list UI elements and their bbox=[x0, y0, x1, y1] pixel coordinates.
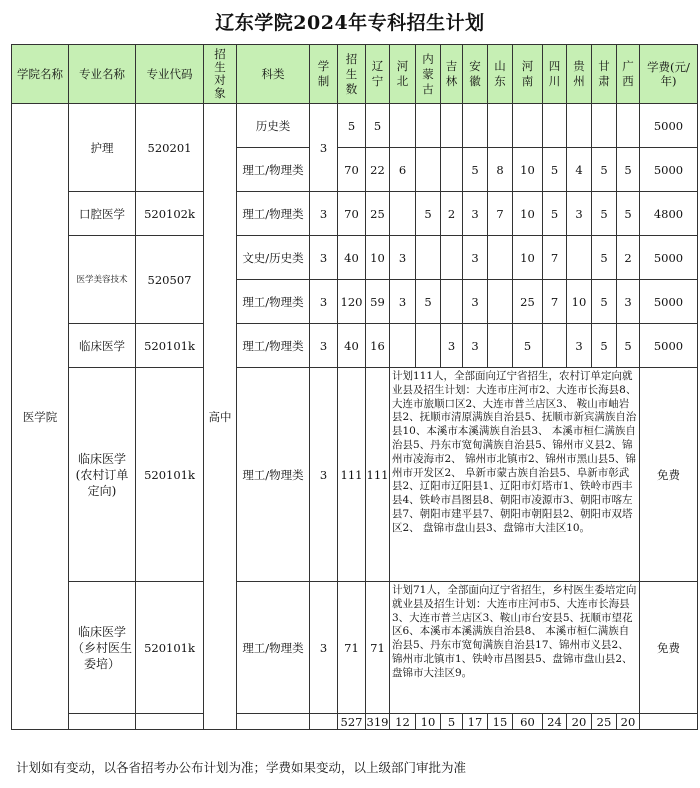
major-name: 护理 bbox=[69, 104, 136, 192]
plan-note: 计划111人，全部面向辽宁省招生，农村订单定向就业县及招生计划：大连市庄河市2、大连市长海县8、大连市旅顺口区2、大连市普兰店区3、 鞍山市岫岩县2、抚顺市清原满族自治县5、抚顺市新宾满族自治县10、本溪市本溪满族自治县3、 本溪市桓仁满族自治县5、丹东市宽甸满族自治县5、锦州市义县2、锦州市凌海市2、 锦州市北镇市2、锦州市黑山县5、锦州市开发区2、 阜新市蒙古族自治县5、阜新市彰武县2、辽阳市辽阳县1、辽阳市灯塔市1、铁岭市西丰县4、铁岭市昌图县8、朝阳市凌源市3、朝阳市喀左县7、朝阳市建平县7、朝阳市朝阳县2、朝阳市双塔区2、 盘锦市盘山县3、盘锦市大洼区10。 bbox=[390, 368, 640, 582]
header-province bbox=[513, 45, 543, 104]
total-cell: 60 bbox=[513, 714, 543, 730]
fee-cell: 5000 bbox=[640, 104, 698, 148]
duration-cell: 3 bbox=[310, 104, 338, 192]
province-cell bbox=[416, 324, 441, 368]
province-cell: 111 bbox=[366, 368, 390, 582]
major-name: 临床医学（乡村医生委培） bbox=[69, 582, 136, 714]
header-province bbox=[416, 45, 441, 104]
header-province bbox=[617, 45, 640, 104]
header-quota bbox=[338, 45, 366, 104]
quota-cell: 40 bbox=[338, 324, 366, 368]
province-cell: 10 bbox=[513, 192, 543, 236]
province-cell: 3 bbox=[567, 192, 592, 236]
table-row bbox=[12, 104, 698, 148]
major-name: 临床医学(农村订单定向) bbox=[69, 368, 136, 582]
province-cell: 3 bbox=[463, 192, 488, 236]
header-province bbox=[366, 45, 390, 104]
province-cell bbox=[441, 236, 463, 280]
province-cell: 5 bbox=[592, 324, 617, 368]
table-row bbox=[12, 324, 698, 368]
header-target bbox=[204, 45, 237, 104]
duration-cell: 3 bbox=[310, 368, 338, 582]
subject-cell: 理工/物理类 bbox=[237, 582, 310, 714]
province-cell: 5 bbox=[592, 280, 617, 324]
major-code: 520201 bbox=[136, 104, 204, 192]
header-duration bbox=[310, 45, 338, 104]
total-empty bbox=[237, 714, 310, 730]
province-cell: 5 bbox=[592, 236, 617, 280]
header-target-text: 招生对象 bbox=[214, 47, 226, 100]
province-cell: 3 bbox=[463, 280, 488, 324]
quota-cell: 70 bbox=[338, 148, 366, 192]
total-cell: 24 bbox=[543, 714, 567, 730]
subject-cell: 文史/历史类 bbox=[237, 236, 310, 280]
total-cell: 20 bbox=[617, 714, 640, 730]
province-cell bbox=[416, 104, 441, 148]
fee-cell: 免费 bbox=[640, 582, 698, 714]
province-cell: 5 bbox=[592, 192, 617, 236]
header-province-text: 河南 bbox=[521, 59, 534, 88]
fee-cell: 4800 bbox=[640, 192, 698, 236]
table-row bbox=[12, 192, 698, 236]
province-cell bbox=[567, 104, 592, 148]
header-province bbox=[463, 45, 488, 104]
header-province-text: 广西 bbox=[622, 59, 634, 88]
province-cell: 59 bbox=[366, 280, 390, 324]
province-cell: 5 bbox=[463, 148, 488, 192]
province-cell: 8 bbox=[488, 148, 513, 192]
major-name: 医学美容技术 bbox=[69, 236, 136, 324]
header-row bbox=[12, 45, 698, 104]
major-name: 临床医学 bbox=[69, 324, 136, 368]
total-cell: 12 bbox=[390, 714, 416, 730]
province-cell: 4 bbox=[567, 148, 592, 192]
total-cell: 20 bbox=[567, 714, 592, 730]
province-cell: 5 bbox=[592, 148, 617, 192]
province-cell: 6 bbox=[390, 148, 416, 192]
province-cell bbox=[513, 104, 543, 148]
header-fee: 学费(元/年) bbox=[640, 45, 698, 104]
province-cell bbox=[463, 104, 488, 148]
header-province-text: 辽宁 bbox=[371, 59, 384, 88]
plan-note: 计划71人，全部面向辽宁省招生，乡村医生委培定向就业县及招生计划：大连市庄河市5、大连市长海县3、大连市普兰店区3、鞍山市台安县5、抚顺市望花区6、本溪市本溪满族自治县8、 本溪市桓仁满族自治县5、丹东市宽甸满族自治县17、锦州市义县2、锦州市北镇市1、铁岭市昌图县5、盘锦市盘山县2、盘锦市大洼区9。 bbox=[390, 582, 640, 714]
total-cell: 10 bbox=[416, 714, 441, 730]
total-empty bbox=[69, 714, 136, 730]
province-cell bbox=[543, 324, 567, 368]
fee-cell: 5000 bbox=[640, 280, 698, 324]
table-row bbox=[12, 582, 698, 714]
province-cell: 7 bbox=[488, 192, 513, 236]
province-cell: 5 bbox=[416, 280, 441, 324]
province-cell: 5 bbox=[416, 192, 441, 236]
province-cell: 10 bbox=[513, 236, 543, 280]
major-name: 口腔医学 bbox=[69, 192, 136, 236]
province-cell: 7 bbox=[543, 280, 567, 324]
major-code: 520101k bbox=[136, 324, 204, 368]
subject-cell: 理工/物理类 bbox=[237, 324, 310, 368]
header-province bbox=[592, 45, 617, 104]
province-cell bbox=[416, 148, 441, 192]
header-province bbox=[543, 45, 567, 104]
province-cell bbox=[441, 104, 463, 148]
province-cell bbox=[488, 280, 513, 324]
province-cell bbox=[441, 280, 463, 324]
province-cell bbox=[543, 104, 567, 148]
province-cell: 25 bbox=[366, 192, 390, 236]
province-cell: 5 bbox=[617, 148, 640, 192]
quota-cell: 120 bbox=[338, 280, 366, 324]
header-province-text: 四川 bbox=[548, 59, 561, 88]
province-cell: 5 bbox=[617, 192, 640, 236]
total-empty bbox=[640, 714, 698, 730]
total-cell: 319 bbox=[366, 714, 389, 729]
major-code: 520101k bbox=[136, 582, 204, 714]
total-empty bbox=[310, 714, 338, 730]
province-cell: 10 bbox=[366, 236, 390, 280]
header-province-text: 山东 bbox=[494, 59, 506, 88]
fee-cell: 5000 bbox=[640, 148, 698, 192]
duration-cell: 3 bbox=[310, 582, 338, 714]
duration-cell: 3 bbox=[310, 324, 338, 368]
major-code: 520102k bbox=[136, 192, 204, 236]
header-province bbox=[441, 45, 463, 104]
province-cell: 10 bbox=[513, 148, 543, 192]
subject-cell: 理工/物理类 bbox=[237, 192, 310, 236]
province-cell: 25 bbox=[513, 280, 543, 324]
header-code: 专业代码 bbox=[136, 45, 204, 104]
duration-cell: 3 bbox=[310, 192, 338, 236]
header-province bbox=[390, 45, 416, 104]
total-cell: 5 bbox=[441, 714, 463, 730]
page-title: 辽东学院2024年专科招生计划 bbox=[215, 12, 485, 34]
province-cell: 3 bbox=[441, 324, 463, 368]
total-quota: 527 bbox=[338, 714, 366, 730]
header-province-text: 甘肃 bbox=[598, 59, 610, 88]
subject-cell: 理工/物理类 bbox=[237, 148, 310, 192]
total-cell: 17 bbox=[463, 714, 488, 730]
enrollment-table bbox=[11, 44, 698, 730]
province-cell bbox=[390, 324, 416, 368]
header-major: 专业名称 bbox=[69, 45, 136, 104]
header-province bbox=[488, 45, 513, 104]
major-code: 520101k bbox=[136, 368, 204, 582]
province-cell: 7 bbox=[543, 236, 567, 280]
duration-cell: 3 bbox=[310, 280, 338, 324]
footnote: 计划如有变动，以各省招考办公布计划为准；学费如果变动，以上级部门审批为准 bbox=[16, 760, 467, 775]
province-cell bbox=[567, 236, 592, 280]
header-province-text: 贵州 bbox=[573, 59, 585, 88]
province-cell bbox=[390, 104, 416, 148]
subject-cell: 理工/物理类 bbox=[237, 280, 310, 324]
header-province bbox=[567, 45, 592, 104]
province-cell: 3 bbox=[390, 236, 416, 280]
province-cell bbox=[416, 236, 441, 280]
quota-cell: 71 bbox=[338, 582, 366, 714]
province-cell bbox=[488, 324, 513, 368]
province-cell: 5 bbox=[366, 104, 390, 148]
province-cell bbox=[488, 236, 513, 280]
province-cell: 5 bbox=[543, 192, 567, 236]
target-cell: 高中 bbox=[204, 104, 237, 730]
province-cell: 3 bbox=[617, 280, 640, 324]
province-cell bbox=[592, 104, 617, 148]
quota-cell: 40 bbox=[338, 236, 366, 280]
totals-row bbox=[12, 714, 698, 730]
table-row bbox=[12, 368, 698, 582]
province-cell: 22 bbox=[366, 148, 390, 192]
province-cell bbox=[617, 104, 640, 148]
fee-cell: 5000 bbox=[640, 324, 698, 368]
header-college: 学院名称 bbox=[12, 45, 69, 104]
subject-cell: 理工/物理类 bbox=[237, 368, 310, 582]
total-empty bbox=[136, 714, 204, 730]
province-cell: 5 bbox=[543, 148, 567, 192]
header-province-text: 吉林 bbox=[445, 59, 458, 88]
province-cell bbox=[390, 192, 416, 236]
major-code: 520507 bbox=[136, 236, 204, 324]
header-province-text: 河北 bbox=[396, 59, 409, 88]
fee-cell: 5000 bbox=[640, 236, 698, 280]
province-cell: 3 bbox=[390, 280, 416, 324]
province-cell: 3 bbox=[463, 236, 488, 280]
province-cell: 16 bbox=[366, 324, 390, 368]
province-cell: 10 bbox=[567, 280, 592, 324]
total-cell: 15 bbox=[488, 714, 513, 730]
header-province-text: 安徽 bbox=[469, 59, 481, 88]
quota-cell: 70 bbox=[338, 192, 366, 236]
duration-cell: 3 bbox=[310, 236, 338, 280]
subject-cell: 历史类 bbox=[237, 104, 310, 148]
header-duration-text: 学制 bbox=[317, 59, 330, 88]
province-cell: 5 bbox=[513, 324, 543, 368]
province-cell: 3 bbox=[567, 324, 592, 368]
header-quota-text: 招生数 bbox=[345, 51, 358, 96]
province-cell: 71 bbox=[366, 582, 390, 714]
province-cell bbox=[441, 148, 463, 192]
total-cell: 25 bbox=[592, 714, 617, 730]
province-cell bbox=[488, 104, 513, 148]
province-cell: 3 bbox=[463, 324, 488, 368]
fee-cell: 免费 bbox=[640, 368, 698, 582]
province-cell: 2 bbox=[617, 236, 640, 280]
quota-cell: 111 bbox=[338, 368, 366, 582]
quota-cell: 5 bbox=[338, 104, 366, 148]
header-province-text: 内蒙古 bbox=[422, 51, 434, 96]
table-row bbox=[12, 236, 698, 280]
province-cell: 5 bbox=[617, 324, 640, 368]
province-cell: 2 bbox=[441, 192, 463, 236]
header-subject: 科类 bbox=[237, 45, 310, 104]
college-cell: 医学院 bbox=[12, 104, 69, 730]
